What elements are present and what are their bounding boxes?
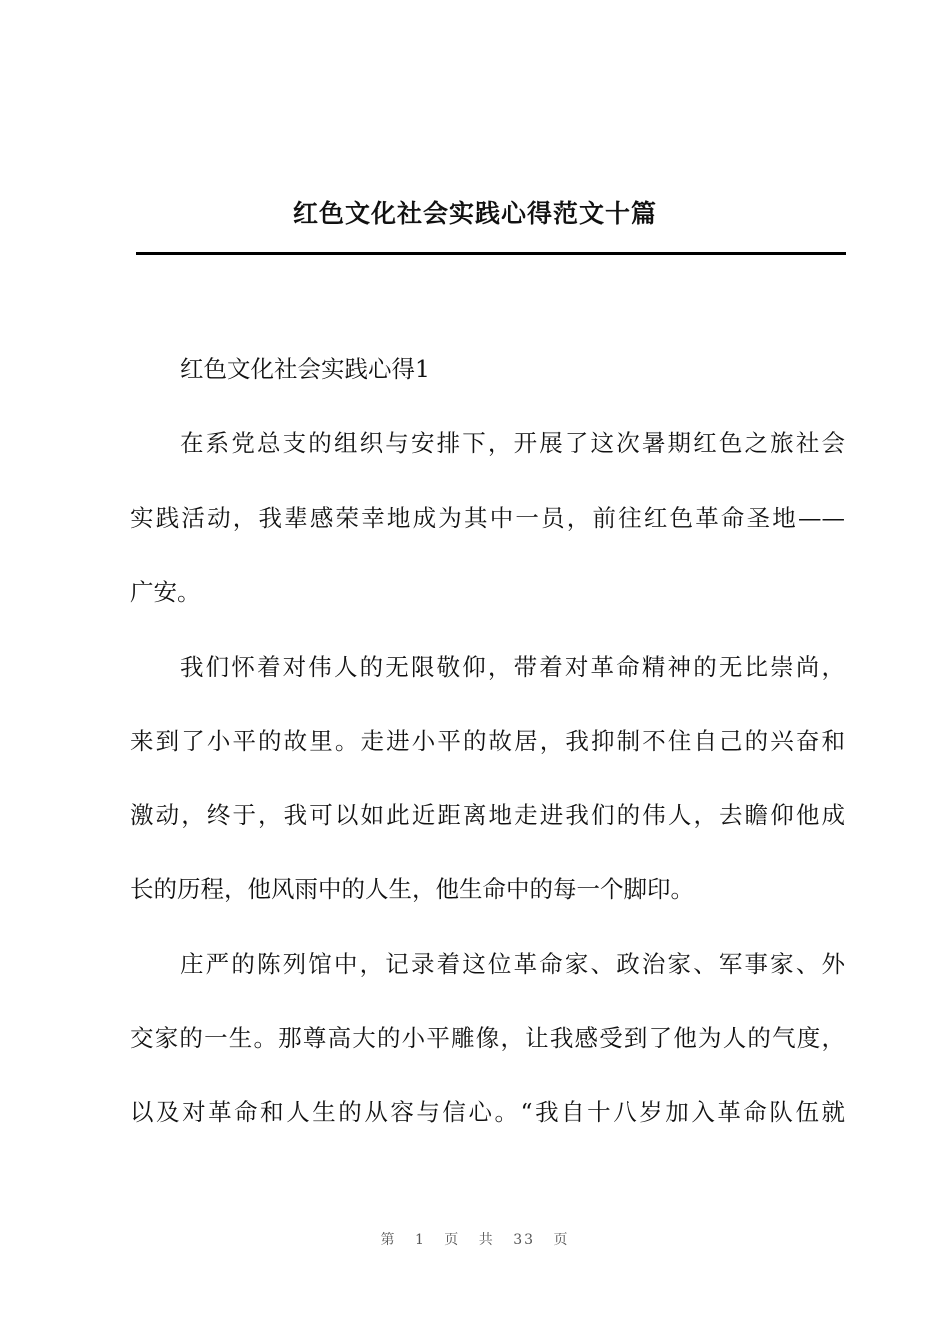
- paragraph-line: 长的历程，他风雨中的人生，他生命中的每一个脚印。: [130, 875, 694, 903]
- paragraph-line: 在系党总支的组织与安排下，开展了这次暑期红色之旅社会: [180, 429, 845, 457]
- page-footer: 第 1 页 共 33 页: [380, 1232, 570, 1248]
- paragraph-line: 广安。: [130, 578, 201, 606]
- paragraph-line: 实践活动，我辈感荣幸地成为其中一员，前往红色革命圣地——: [130, 504, 845, 532]
- paragraph-line: 以及对革命和人生的从容与信心。“我自十八岁加入革命队伍就: [130, 1098, 845, 1126]
- document-title: 红色文化社会实践心得范文十篇: [292, 199, 657, 228]
- paragraph-line: 我们怀着对伟人的无限敬仰，带着对革命精神的无比崇尚，: [180, 653, 845, 681]
- paragraph-line: 激动，终于，我可以如此近距离地走进我们的伟人，去瞻仰他成: [130, 801, 845, 829]
- paragraph-line: 交家的一生。那尊高大的小平雕像，让我感受到了他为人的气度，: [130, 1024, 845, 1052]
- paragraph-line: 来到了小平的故里。走进小平的故居，我抑制不住自己的兴奋和: [130, 727, 845, 755]
- title-underline: [136, 252, 846, 255]
- section-heading: 红色文化社会实践心得1: [180, 355, 430, 383]
- paragraph-line: 庄严的陈列馆中，记录着这位革命家、政治家、军事家、外: [180, 950, 845, 978]
